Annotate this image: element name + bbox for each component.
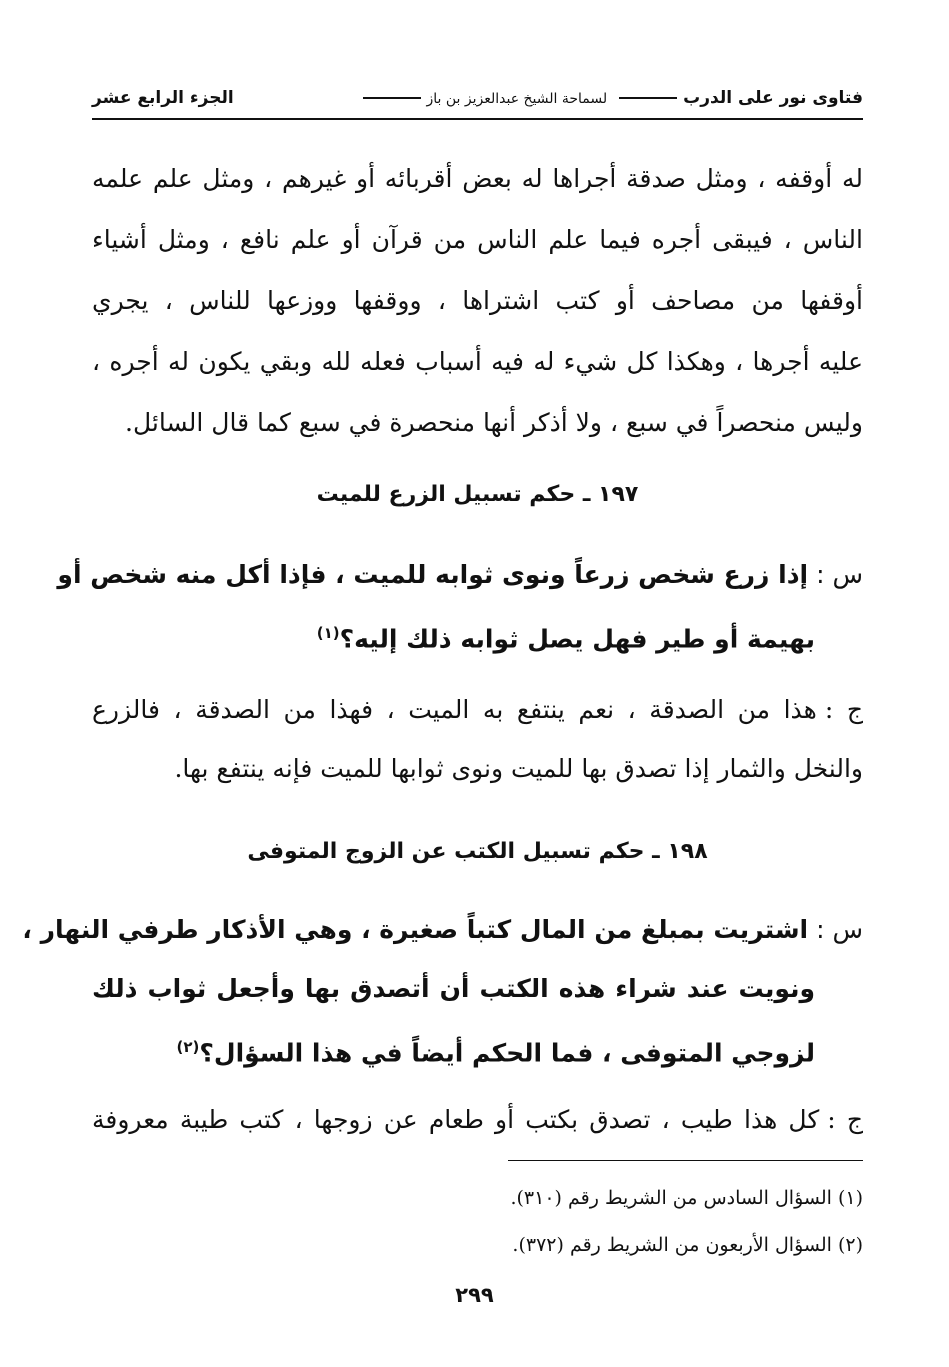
- text-line: وليس منحصراً في سبع ، ولا أذكر أنها منحصرة في سبع كما قال السائل.: [125, 408, 863, 437]
- answer-block: [92, 1090, 863, 1149]
- text-line: له أوقفه ، ومثل صدقة أجراها له بعض أقربائه أو غيرهم ، ومثل علم علمه: [92, 164, 863, 193]
- answer-line: [92, 680, 863, 739]
- question-block: [57, 545, 863, 663]
- answer-block: [92, 680, 863, 798]
- volume-part: الجزء الرابع عشر: [92, 88, 234, 108]
- footnote-rule: [508, 1160, 863, 1161]
- footnote-ref: (١): [316, 624, 340, 642]
- question-line: [92, 604, 863, 663]
- page-number: ٢٩٩: [455, 1283, 494, 1307]
- text-line: عليه أجرها ، وهكذا كل شيء له فيه أسباب فعله لله وبقي يكون له أجره ،: [92, 347, 863, 376]
- answer-text: هذا من الصدقة ، نعم ينتفع به الميت ، فهذا من الصدقة ، فالزرع: [92, 695, 817, 724]
- question-prefix: س :: [816, 915, 863, 944]
- question-text: بهيمة أو طير فهل يصل ثوابه ذلك إليه؟: [339, 624, 815, 654]
- question-line: [92, 1018, 863, 1077]
- answer-line: [92, 739, 863, 798]
- text-line: الناس ، فيبقى أجره فيما علم الناس من قرآن أو علم نافع ، ومثل أشياء: [92, 225, 863, 254]
- footnote: (١) السؤال السادس من الشريط رقم (٣١٠).: [510, 1187, 863, 1209]
- question-line: [22, 900, 863, 959]
- running-header-left-group: [357, 78, 863, 119]
- question-prefix: س :: [816, 560, 863, 589]
- header-dash: [363, 97, 421, 99]
- footnote-ref: (٢): [176, 1038, 200, 1056]
- header-rule: [92, 118, 863, 120]
- answer-prefix: ج :: [824, 695, 863, 724]
- footnote: (٢) السؤال الأربعون من الشريط رقم (٣٧٢).: [512, 1234, 863, 1256]
- question-text: إذا زرع شخص زرعاً ونوى ثوابه للميت ، فإذا أكل منه شخص أو: [57, 560, 809, 589]
- header-dash: [619, 97, 677, 99]
- book-title: فتاوى نور على الدرب: [683, 88, 863, 108]
- intro-paragraph: [92, 148, 863, 453]
- question-text: لزوجي المتوفى ، فما الحكم أيضاً في هذا السؤال؟: [199, 1038, 815, 1068]
- question-line: [92, 959, 863, 1018]
- answer-prefix: ج :: [827, 1105, 863, 1134]
- question-text: ونويت عند شراء هذه الكتب أن أتصدق بها وأجعل ثواب ذلك: [92, 974, 815, 1003]
- author-name: لسماحة الشيخ عبدالعزيز بن باز: [426, 91, 608, 107]
- question-text: اشتريت بمبلغ من المال كتباً صغيرة ، وهي الأذكار طرفي النهار ،: [22, 915, 809, 944]
- answer-line: [92, 1090, 863, 1149]
- section-heading: ١٩٨ ـ حكم تسبيل الكتب عن الزوج المتوفى: [247, 839, 708, 864]
- answer-text: والنخل والثمار إذا تصدق بها للميت ونوى ثوابها للميت فإنه ينتفع بها.: [174, 754, 863, 783]
- question-block: [22, 900, 863, 1077]
- running-header: [92, 78, 863, 118]
- section-heading: ١٩٧ ـ حكم تسبيل الزرع للميت: [316, 482, 639, 507]
- question-line: [57, 545, 863, 604]
- text-line: أوقفها من مصاحف أو كتب اشتراها ، ووقفها ووزعها للناس ، يجري: [92, 286, 863, 315]
- answer-text: كل هذا طيب ، تصدق بكتب أو طعام عن زوجها ، كتب طيبة معروفة: [92, 1105, 820, 1134]
